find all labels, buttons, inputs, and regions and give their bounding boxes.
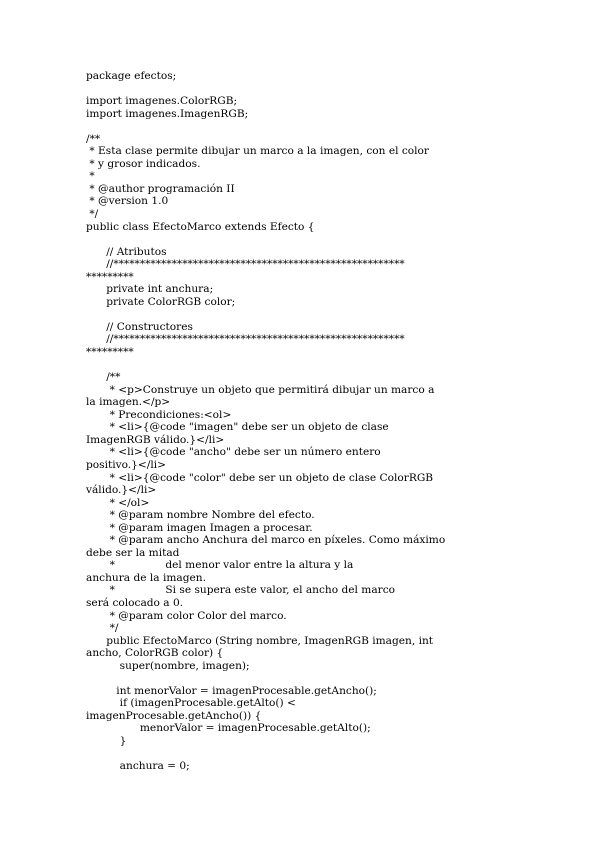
code-line: anchura = 0; [86,760,190,773]
code-line: public class EfectoMarco extends Efecto { [86,220,315,233]
code-line: * @version 1.0 [86,195,169,208]
code-line: int menorValor = imagenProcesable.getAncho(); [86,684,377,697]
code-line: * @param color Color del marco. [86,609,287,622]
code-line: imagenProcesable.getAncho()) { [86,709,262,722]
code-line: /** [86,132,101,145]
code-line: debe ser la mitad [86,546,180,559]
code-line: menorValor = imagenProcesable.getAlto(); [86,722,371,735]
code-line: * Precondiciones:<ol> [86,408,232,421]
code-line: /** [86,371,121,384]
code-line: ********* [86,270,134,283]
code-line: * <li>{@code "color" debe ser un objeto de clase ColorRGB [86,471,434,484]
code-line [86,120,526,133]
code-line: * del menor valor entre la altura y la [86,559,354,572]
code-line: */ [86,208,99,221]
code-line: } [86,734,127,747]
code-line: * @author programación II [86,182,235,195]
code-line: public EfectoMarco (String nombre, ImagenRGB imagen, int [86,634,434,647]
code-line: ancho, ColorRGB color) { [86,647,224,660]
code-line: * <li>{@code "ancho" debe ser un número entero [86,446,381,459]
code-line [86,359,526,372]
code-line: //******************************************************* [86,258,405,271]
source-code-listing [86,70,526,773]
code-line: * @param imagen Imagen a procesar. [86,521,313,534]
code-line: private ColorRGB color; [86,295,236,308]
code-line: import imagenes.ColorRGB; [86,95,238,108]
code-line: * Esta clase permite dibujar un marco a la imagen, con el color [86,145,429,158]
code-line: * [86,170,95,183]
code-line: package efectos; [86,70,177,82]
code-line [86,672,526,685]
code-line: será colocado a 0. [86,596,184,609]
code-line [86,308,526,321]
code-line: */ [86,622,119,635]
code-line: import imagenes.ImagenRGB; [86,107,249,120]
code-line: //******************************************************* [86,333,405,346]
code-line: válido.}</li> [86,484,157,497]
code-line: * <p>Construye un objeto que permitirá dibujar un marco a [86,383,435,396]
code-line: * Si se supera este valor, el ancho del marco [86,584,396,597]
code-line: ********* [86,346,134,359]
code-line: if (imagenProcesable.getAlto() < [86,697,296,710]
code-line [86,233,526,246]
code-line: anchura de la imagen. [86,571,206,584]
code-line: // Atributos [86,245,167,258]
code-line: la imagen.</p> [86,396,171,409]
code-line [86,83,526,96]
code-line: * @param ancho Anchura del marco en píxeles. Como máximo [86,534,446,547]
code-line: * y grosor indicados. [86,157,201,170]
code-line: * </ol> [86,496,150,509]
code-line: ImagenRGB válido.}</li> [86,433,225,446]
code-line: private int anchura; [86,283,214,296]
code-line [86,748,526,761]
code-line: positivo.}</li> [86,458,167,471]
code-line: super(nombre, imagen); [86,659,250,672]
code-line: * @param nombre Nombre del efecto. [86,509,315,522]
code-line: // Constructores [86,320,193,333]
code-line: * <li>{@code "imagen" debe ser un objeto de clase [86,421,389,434]
